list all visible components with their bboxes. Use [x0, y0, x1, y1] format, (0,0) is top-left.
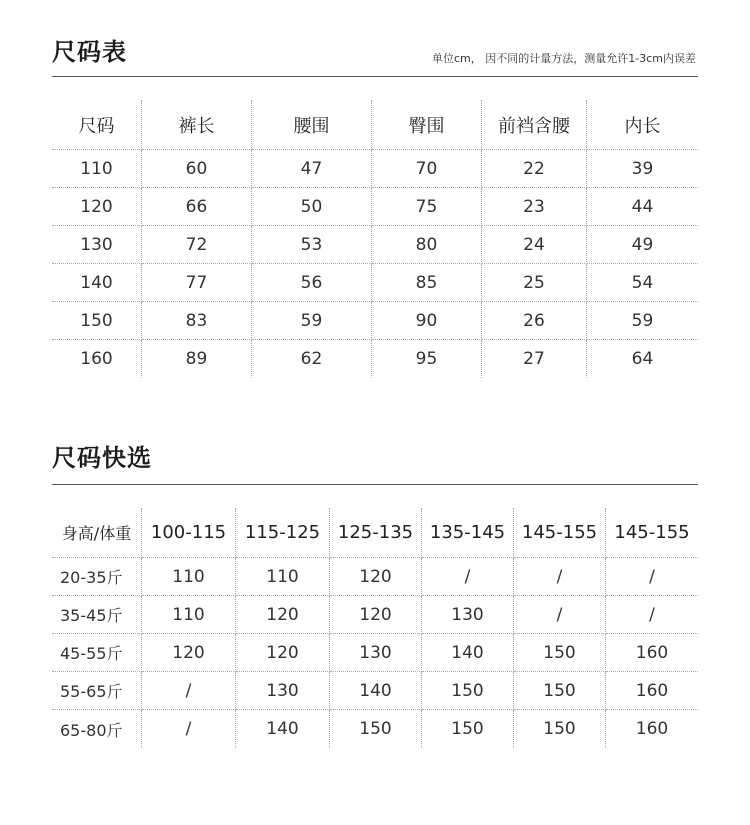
table-cell: 39: [587, 150, 698, 188]
table-cell: 62: [252, 340, 372, 378]
column-header: 尺码: [52, 100, 142, 150]
column-header: 145-155: [606, 508, 698, 558]
table-cell: 160: [606, 672, 698, 710]
table-cell: /: [142, 710, 236, 748]
table-cell: 23: [482, 188, 587, 226]
table-cell: 89: [142, 340, 252, 378]
table-cell: 150: [514, 710, 606, 748]
table-cell: 24: [482, 226, 587, 264]
table-cell: 83: [142, 302, 252, 340]
table-cell: 64: [631, 349, 654, 369]
column-header: 腰围: [252, 100, 372, 150]
divider: [52, 484, 698, 485]
table-cell: 110: [142, 558, 236, 596]
table-cell: 95: [372, 340, 482, 378]
table-cell: /: [606, 558, 698, 596]
table-cell: 75: [372, 188, 482, 226]
table-cell: 150: [422, 710, 514, 748]
column-header: 内长: [587, 100, 698, 150]
table-cell: 150: [514, 672, 606, 710]
table-cell: 160: [52, 340, 142, 378]
row-label: 20-35斤: [52, 558, 142, 596]
quick-pick-title: 尺码快选: [52, 444, 152, 472]
measurement-note: 单位cm， 因不同的计量方法，测量允许1-3cm内误差: [432, 52, 696, 65]
table-cell: 140: [330, 672, 422, 710]
table-cell: 150: [330, 710, 422, 748]
table-cell: 110: [236, 558, 330, 596]
table-cell: 59: [587, 302, 698, 340]
table-cell: 22: [482, 150, 587, 188]
table-cell: 160: [606, 634, 698, 672]
table-cell: 130: [236, 672, 330, 710]
table-cell: 27: [482, 340, 587, 378]
table-cell: 49: [587, 226, 698, 264]
row-label: 45-55斤: [52, 634, 142, 672]
table-cell: /: [142, 672, 236, 710]
column-header: 125-135: [330, 508, 422, 558]
row-label: 55-65斤: [52, 672, 142, 710]
table-cell: 150: [422, 672, 514, 710]
table-cell: 80: [372, 226, 482, 264]
table-cell: 47: [252, 150, 372, 188]
table-cell: 77: [142, 264, 252, 302]
table-cell: 66: [142, 188, 252, 226]
table-cell: 72: [142, 226, 252, 264]
column-header: 100-115: [142, 508, 236, 558]
table-cell: 85: [372, 264, 482, 302]
table-cell: 120: [330, 596, 422, 634]
table-cell: /: [606, 596, 698, 634]
table-cell: 130: [52, 226, 142, 264]
table-cell: 120: [236, 596, 330, 634]
row-label: 35-45斤: [52, 596, 142, 634]
column-header: 145-155: [514, 508, 606, 558]
row-label: 65-80斤: [52, 710, 142, 748]
table-cell: 59: [252, 302, 372, 340]
table-cell: 110: [142, 596, 236, 634]
column-header: 115-125: [236, 508, 330, 558]
table-cell: 54: [587, 264, 698, 302]
column-header: 臀围: [372, 100, 482, 150]
divider: [52, 76, 698, 77]
quick-pick-table: [52, 508, 698, 748]
table-cell: /: [514, 596, 606, 634]
table-cell: 140: [236, 710, 330, 748]
table-cell: 140: [52, 264, 142, 302]
table-cell: 130: [422, 596, 514, 634]
column-header: 裤长: [142, 100, 252, 150]
table-cell: 70: [372, 150, 482, 188]
table-cell: 150: [52, 302, 142, 340]
column-header: 前裆含腰: [482, 100, 587, 150]
table-cell: 25: [482, 264, 587, 302]
table-cell: 53: [252, 226, 372, 264]
table-cell: 120: [52, 188, 142, 226]
table-cell: /: [422, 558, 514, 596]
table-cell: 130: [330, 634, 422, 672]
table-cell: 50: [252, 188, 372, 226]
table-cell: 44: [587, 188, 698, 226]
table-cell: 56: [252, 264, 372, 302]
table-cell: 120: [330, 558, 422, 596]
table-cell: 120: [236, 634, 330, 672]
table-cell: 60: [142, 150, 252, 188]
table-cell: 150: [514, 634, 606, 672]
table-cell: 26: [482, 302, 587, 340]
table-cell: 110: [52, 150, 142, 188]
table-cell: /: [514, 558, 606, 596]
table-cell: 120: [142, 634, 236, 672]
size-chart-table: [52, 100, 698, 378]
table-cell: 140: [422, 634, 514, 672]
column-header: 135-145: [422, 508, 514, 558]
corner-header: 身高/体重: [52, 508, 142, 558]
table-cell: 90: [372, 302, 482, 340]
table-cell: 160: [635, 719, 669, 739]
size-chart-title: 尺码表: [52, 38, 127, 66]
